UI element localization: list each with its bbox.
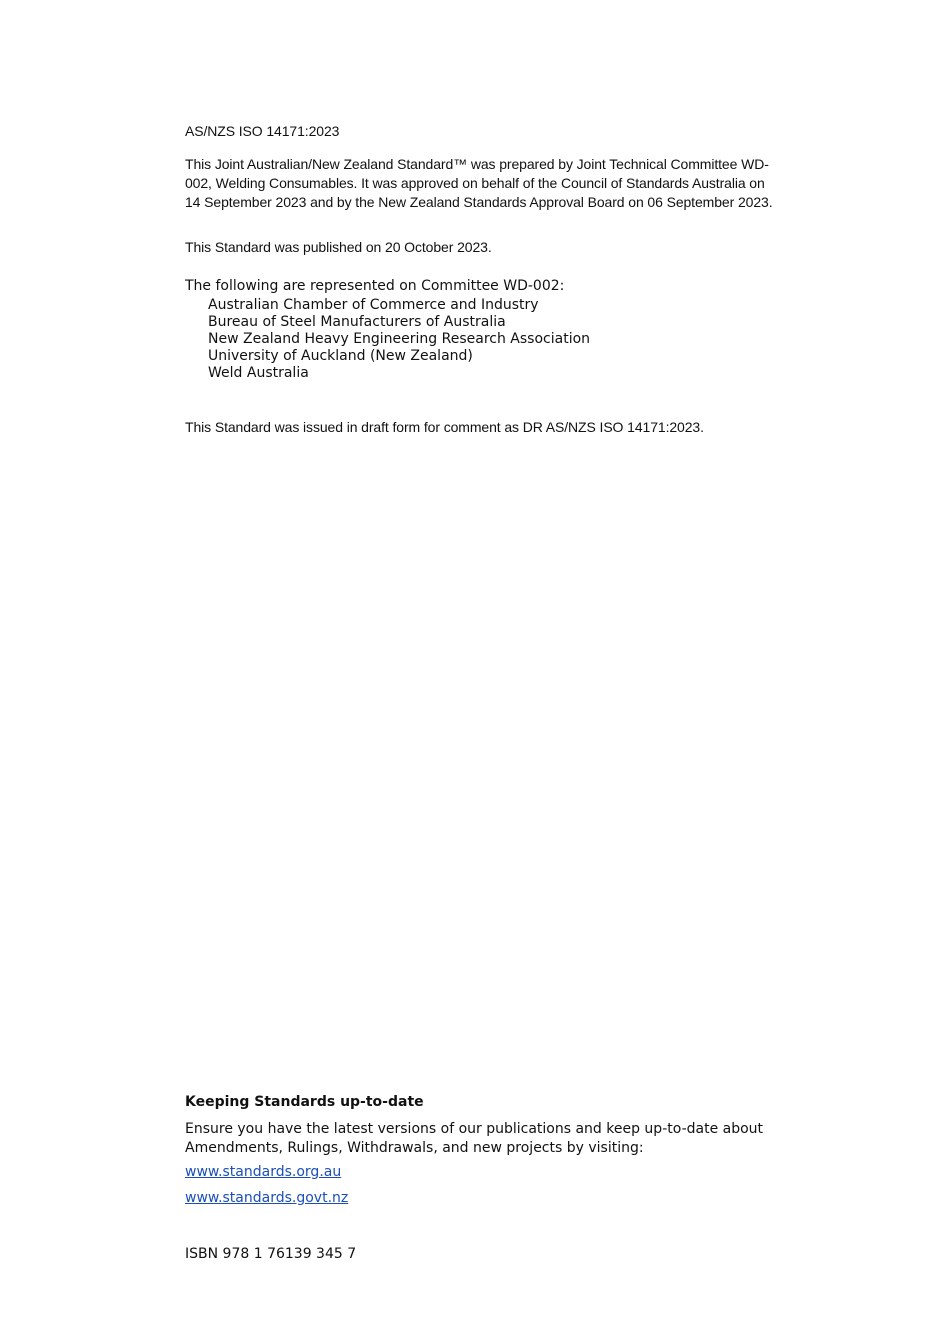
committee-member: University of Auckland (New Zealand): [208, 348, 473, 364]
committee-member: Weld Australia: [208, 365, 309, 381]
standards-nz-link[interactable]: www.standards.govt.nz: [185, 1190, 349, 1206]
committee-member-list: [185, 297, 590, 382]
committee-member: New Zealand Heavy Engineering Research Association: [208, 331, 591, 347]
isbn-number: ISBN 978 1 76139 345 7: [185, 1246, 357, 1262]
link-container-nz: [185, 1190, 348, 1207]
committee-member: Bureau of Steel Manufacturers of Australia: [208, 314, 506, 330]
draft-statement: This Standard was issued in draft form for comment as DR AS/NZS ISO 14171:2023.: [185, 419, 704, 435]
link-container-au: [185, 1164, 341, 1181]
keeping-standards-heading: Keeping Standards up-to-date: [185, 1094, 424, 1110]
committee-intro: The following are represented on Committee WD-002:: [185, 278, 565, 294]
preparation-statement: This Joint Australian/New Zealand Standard™ was prepared by Joint Technical Committee WD-002, Welding Consumables. It was approved on behalf of the Council of Standards Australia on 14 September 2023 and by the New Zealand Standards Approval Board on 06 September 2023.: [185, 156, 773, 210]
standard-designation: AS/NZS ISO 14171:2023: [185, 123, 340, 139]
standards-australia-link[interactable]: www.standards.org.au: [185, 1164, 342, 1180]
committee-member: Australian Chamber of Commerce and Industry: [208, 297, 539, 313]
keeping-standards-body: Ensure you have the latest versions of our publications and keep up-to-date about Amendments, Rulings, Withdrawals, and new projects by visiting:: [185, 1121, 764, 1156]
publication-date-statement: This Standard was published on 20 October 2023.: [185, 239, 492, 255]
